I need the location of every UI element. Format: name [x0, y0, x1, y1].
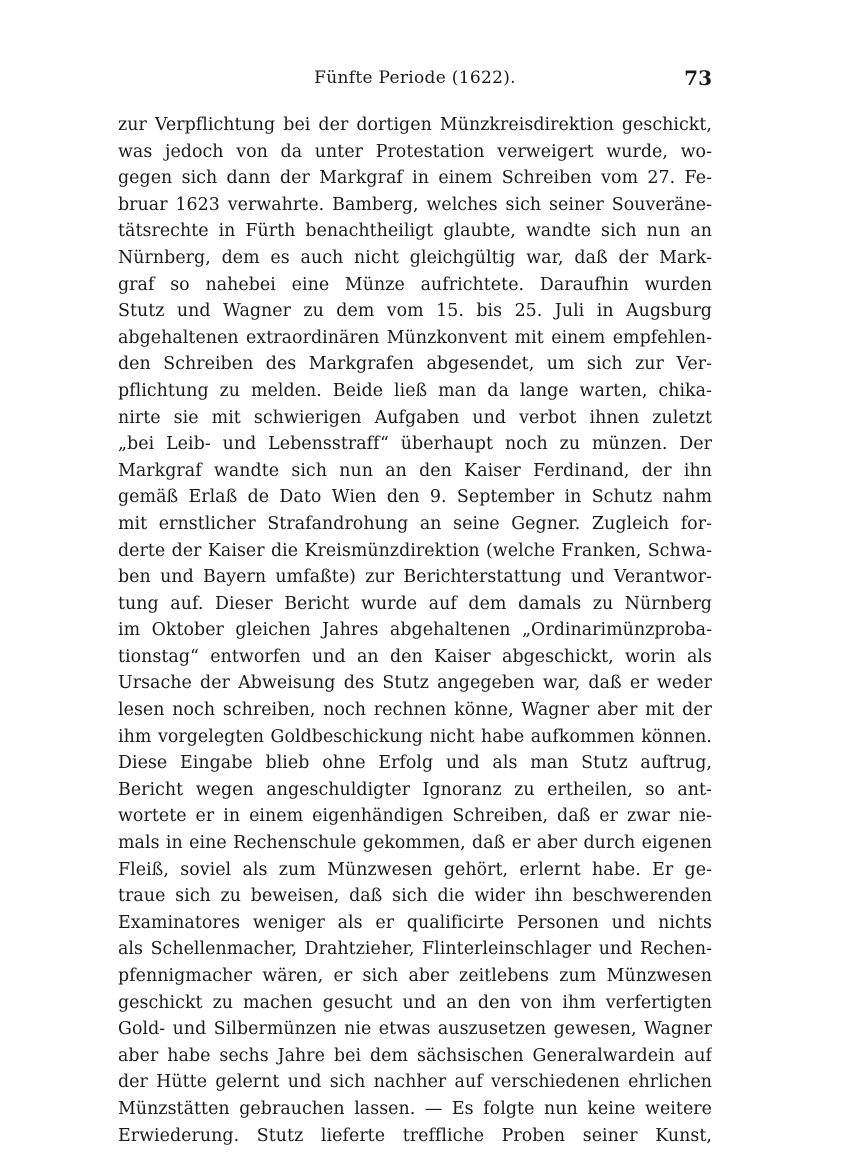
text-line: gegen sich dann der Markgraf in einem Schreiben vom 27. Fe- — [118, 168, 712, 189]
text-line: mit ernstlicher Strafandrohung an seine Gegner. Zugleich for- — [118, 513, 712, 534]
text-line: „bei Leib- und Lebensstraff“ überhaupt noch zu münzen. Der — [118, 434, 712, 455]
text-line: tionstag“ entworfen und an den Kaiser abgeschickt, worin als — [118, 646, 712, 667]
text-line: graf so nahebei eine Münze aufrichtete. Daraufhin wurden — [118, 274, 712, 295]
text-line: Gold- und Silbermünzen nie etwas auszusetzen gewesen, Wagner — [118, 1019, 712, 1040]
text-line: derte der Kaiser die Kreismünzdirektion (welche Franken, Schwa- — [118, 540, 712, 561]
text-line: Erwiederung. Stutz lieferte treffliche Proben seiner Kunst, — [118, 1125, 712, 1146]
text-line: als Schellenmacher, Drahtzieher, Flinterleinschlager und Rechen- — [118, 939, 712, 960]
text-line: lesen noch schreiben, noch rechnen könne, Wagner aber mit der — [118, 700, 712, 721]
text-line: ben und Bayern umfaßte) zur Berichterstattung und Verantwor- — [118, 567, 712, 588]
text-line: Markgraf wandte sich nun an den Kaiser Ferdinand, der ihn — [118, 460, 712, 481]
text-line: den Schreiben des Markgrafen abgesendet, um sich zur Ver- — [118, 354, 712, 375]
text-line: pfennigmacher wären, er sich aber zeitlebens zum Münzwesen — [118, 966, 712, 986]
text-line: zur Verpflichtung bei der dortigen Münzkreisdirektion geschickt, — [118, 115, 712, 135]
text-line: abgehaltenen extraordinären Münzkonvent mit einem empfehlen- — [118, 327, 712, 348]
page-number: 73 — [684, 66, 712, 90]
text-line: tung auf. Dieser Bericht wurde auf dem damals zu Nürnberg — [118, 593, 712, 614]
text-line: der Hütte gelernt und sich nachher auf verschiedenen ehrlichen — [118, 1072, 712, 1093]
text-line: pflichtung zu melden. Beide ließ man da lange warten, chika- — [118, 380, 712, 401]
text-line: nirte sie mit schwierigen Aufgaben und verbot ihnen zuletzt — [118, 407, 712, 428]
text-line: Fleiß, soviel als zum Münzwesen gehört, erlernt habe. Er ge- — [118, 859, 712, 880]
text-line: Bericht wegen angeschuldigter Ignoranz zu ertheilen, so ant- — [118, 779, 712, 800]
text-line: im Oktober gleichen Jahres abgehaltenen „Ordinarimünzproba- — [118, 620, 712, 641]
text-line: ihm vorgelegten Goldbeschickung nicht habe aufkommen können. — [118, 726, 712, 747]
text-line: bruar 1623 verwahrte. Bamberg, welches sich seiner Souveräne- — [118, 194, 712, 215]
text-line: wortete er in einem eigenhändigen Schreiben, daß er zwar nie- — [118, 806, 712, 827]
text-line: aber habe sechs Jahre bei dem sächsischen Generalwardein auf — [118, 1045, 712, 1066]
running-head — [118, 68, 712, 98]
text-line: Münzstätten gebrauchen lassen. — Es folgte nun keine weitere — [118, 1098, 712, 1119]
text-line: traue sich zu beweisen, daß sich die wider ihn beschwerenden — [118, 886, 712, 907]
text-line: Nürnberg, dem es auch nicht gleichgültig war, daß der Mark- — [118, 247, 712, 268]
text-line: Examinatores weniger als er qualificirte Personen und nichts — [118, 912, 712, 933]
text-line: mals in eine Rechenschule gekommen, daß er aber durch eigenen — [118, 833, 712, 854]
text-line: tätsrechte in Fürth benachtheiligt glaubte, wandte sich nun an — [118, 221, 712, 242]
text-line: Ursache der Abweisung des Stutz angegeben war, daß er weder — [118, 673, 712, 694]
text-line: was jedoch von da unter Protestation verweigert wurde, wo- — [118, 141, 712, 162]
text-line: geschickt zu machen gesucht und an den von ihm verfertigten — [118, 992, 712, 1013]
text-line: Diese Eingabe blieb ohne Erfolg und als man Stutz auftrug, — [118, 753, 712, 774]
text-line: Stutz und Wagner zu dem vom 15. bis 25. Juli in Augsburg — [118, 301, 712, 322]
running-title: Fünfte Periode (1622). — [314, 68, 516, 88]
body-text — [118, 112, 712, 1149]
text-line: gemäß Erlaß de Dato Wien den 9. September in Schutz nahm — [118, 487, 712, 508]
